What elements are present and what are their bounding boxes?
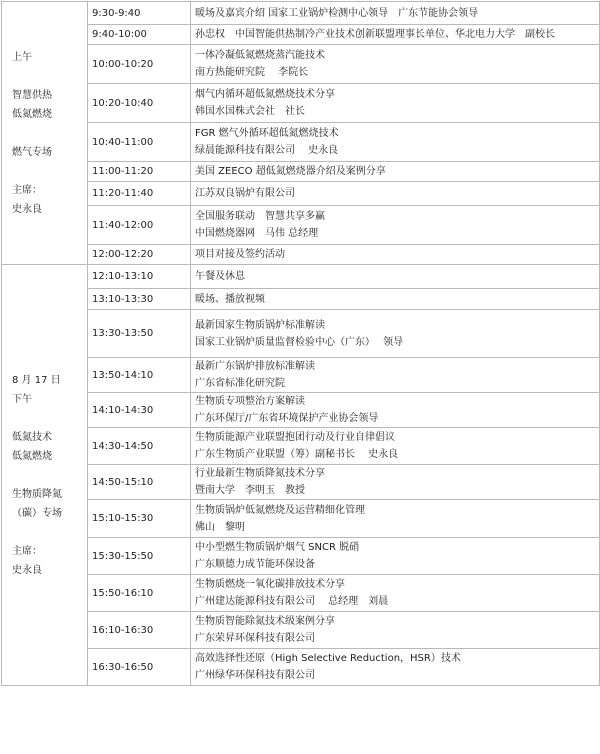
topic-cell (191, 45, 600, 84)
time-cell: 16:10-16:30 (88, 612, 191, 649)
time-cell: 10:00-10:20 (88, 45, 191, 84)
topic-speaker: 广州建达能源科技有限公司 总经理 刘晨 (195, 596, 389, 607)
topic-cell (191, 393, 600, 428)
table-row (2, 649, 600, 686)
topic-speaker: 韩国水国株式会社 社长 (195, 106, 305, 117)
topic-speaker: 广东荣昇环保科技有限公司 (195, 633, 315, 644)
topic-cell (191, 265, 600, 289)
time-cell: 11:40-12:00 (88, 206, 191, 245)
table-row (2, 182, 600, 206)
time-cell: 13:10-13:30 (88, 289, 191, 310)
sidebar-text: 智慧供热 (12, 89, 52, 101)
topic-title: 一体冷凝低氮燃烧蒸汽能技术 (195, 50, 325, 61)
time-cell: 15:50-16:10 (88, 575, 191, 612)
schedule-body (2, 2, 600, 686)
time-cell: 15:10-15:30 (88, 500, 191, 538)
table-row (2, 289, 600, 310)
session-sidebar (2, 2, 88, 265)
topic-cell (191, 206, 600, 245)
topic-title: 生物质锅炉低氮燃烧及运营精细化管理 (195, 504, 365, 516)
topic-cell (191, 575, 600, 612)
sidebar-text: 低氮燃烧 (12, 450, 52, 462)
topic-speaker: 广州绿华环保科技有限公司 (195, 670, 315, 681)
topic-cell (191, 465, 600, 500)
topic-cell (191, 500, 600, 538)
time-cell: 9:30-9:40 (88, 2, 191, 25)
topic-cell (191, 84, 600, 123)
topic-title: 午餐及休息 (195, 271, 245, 282)
topic-title: 暖场及嘉宾介绍 国家工业锅炉检测中心领导 广东节能协会领导 (195, 7, 479, 19)
time-cell: 16:30-16:50 (88, 649, 191, 686)
topic-cell (191, 612, 600, 649)
time-cell: 12:10-13:10 (88, 265, 191, 289)
sidebar-text: 低氮燃烧 (12, 108, 52, 120)
topic-speaker: 广东省标准化研究院 (195, 378, 285, 389)
sidebar-text: 主席： (12, 184, 42, 196)
table-row (2, 500, 600, 538)
topic-title: 生物质能源产业联盟抱团行动及行业自律倡议 (195, 432, 395, 443)
time-cell: 12:00-12:20 (88, 245, 191, 265)
topic-title: 全国服务联动 智慧共享多赢 (195, 211, 325, 222)
table-row (2, 2, 600, 25)
topic-cell (191, 358, 600, 393)
topic-title: 行业最新生物质降氮技术分享 (195, 468, 325, 479)
sidebar-spacer (6, 162, 87, 181)
topic-speaker: 国家工业锅炉质量监督检验中心（广东） 领导 (195, 336, 404, 348)
topic-title: 生物质专项整治方案解读 (195, 396, 305, 407)
table-row (2, 465, 600, 500)
topic-cell (191, 649, 600, 686)
sidebar-text: 8 月 17 日 (12, 374, 61, 386)
sidebar-text: 下午 (12, 393, 32, 405)
table-row (2, 162, 600, 182)
topic-speaker: 中国燃烧器网 马伟 总经理 (195, 228, 319, 239)
topic-speaker: 佛山 黎明 (195, 521, 245, 533)
topic-speaker: 广东生物质产业联盟（筹）副秘书长 史永良 (195, 449, 399, 460)
table-row (2, 84, 600, 123)
topic-cell (191, 182, 600, 206)
topic-title: 最新广东锅炉排放标准解读 (195, 361, 315, 372)
table-row (2, 612, 600, 649)
table-row (2, 245, 600, 265)
topic-title: 生物质智能除氮技术级案例分享 (195, 616, 335, 627)
table-row (2, 310, 600, 358)
time-cell: 15:30-15:50 (88, 538, 191, 575)
time-cell: 13:50-14:10 (88, 358, 191, 393)
topic-speaker: 暨南大学 李明玉 教授 (195, 485, 305, 496)
schedule-table (1, 1, 600, 686)
time-cell: 10:20-10:40 (88, 84, 191, 123)
topic-title: 烟气内循环超低氮燃烧技术分享 (195, 89, 335, 100)
table-row (2, 123, 600, 162)
topic-cell (191, 245, 600, 265)
table-row (2, 25, 600, 45)
sidebar-text: 生物质降氮 (12, 488, 62, 500)
sidebar-spacer (6, 523, 87, 542)
topic-speaker: 广东顺德力成节能环保设备 (195, 559, 315, 570)
sidebar-spacer (6, 409, 87, 428)
time-cell: 14:50-15:10 (88, 465, 191, 500)
topic-cell (191, 310, 600, 358)
time-cell: 11:00-11:20 (88, 162, 191, 182)
table-row (2, 428, 600, 465)
time-cell: 11:20-11:40 (88, 182, 191, 206)
topic-cell (191, 162, 600, 182)
topic-title: 最新国家生物质锅炉标准解读 (195, 319, 325, 331)
sidebar-text: 燃气专场 (12, 146, 52, 158)
sidebar-text: 上午 (12, 51, 32, 63)
time-cell: 14:10-14:30 (88, 393, 191, 428)
sidebar-text: （碳）专场 (12, 507, 62, 519)
topic-speaker: 广东环保厅/广东省环境保护产业协会领导 (195, 413, 379, 424)
topic-cell (191, 2, 600, 25)
topic-cell (191, 538, 600, 575)
topic-cell (191, 428, 600, 465)
table-row (2, 45, 600, 84)
time-cell: 13:30-13:50 (88, 310, 191, 358)
sidebar-spacer (6, 67, 87, 86)
sidebar-spacer (6, 466, 87, 485)
topic-title: 生物质燃烧一氧化碳排放技术分享 (195, 579, 345, 590)
session-sidebar (2, 265, 88, 686)
table-row (2, 538, 600, 575)
topic-cell (191, 123, 600, 162)
sidebar-spacer (6, 124, 87, 143)
topic-speaker: 南方热能研究院 李院长 (195, 67, 309, 78)
topic-title: 暖场、播放视频 (195, 293, 265, 305)
topic-speaker: 绿晨能源科技有限公司 史永良 (195, 145, 339, 156)
topic-cell (191, 289, 600, 310)
topic-title: 江苏双良锅炉有限公司 (195, 188, 295, 199)
topic-title: 美国 ZEECO 超低氮燃烧器介绍及案例分享 (195, 166, 386, 177)
table-row (2, 575, 600, 612)
topic-title: FGR 燃气外循环超低氮燃烧技术 (195, 128, 339, 139)
time-cell: 10:40-11:00 (88, 123, 191, 162)
time-cell: 14:30-14:50 (88, 428, 191, 465)
sidebar-text: 史永良 (12, 564, 42, 576)
topic-cell (191, 25, 600, 45)
time-cell: 9:40-10:00 (88, 25, 191, 45)
table-row (2, 265, 600, 289)
table-row (2, 358, 600, 393)
sidebar-text: 史永良 (12, 203, 42, 215)
topic-title: 高效选择性还原（High Selective Reduction，HSR）技术 (195, 653, 461, 664)
topic-title: 中小型燃生物质锅炉烟气 SNCR 脱硝 (195, 542, 360, 553)
topic-title: 项目对接及签约活动 (195, 249, 285, 260)
sidebar-text: 主席： (12, 545, 42, 557)
sidebar-text: 低氮技术 (12, 431, 52, 443)
table-row (2, 393, 600, 428)
table-row (2, 206, 600, 245)
topic-title: 孙忠权 中国智能供热制冷产业技术创新联盟理事长单位、华北电力大学 副校长 (195, 29, 555, 40)
